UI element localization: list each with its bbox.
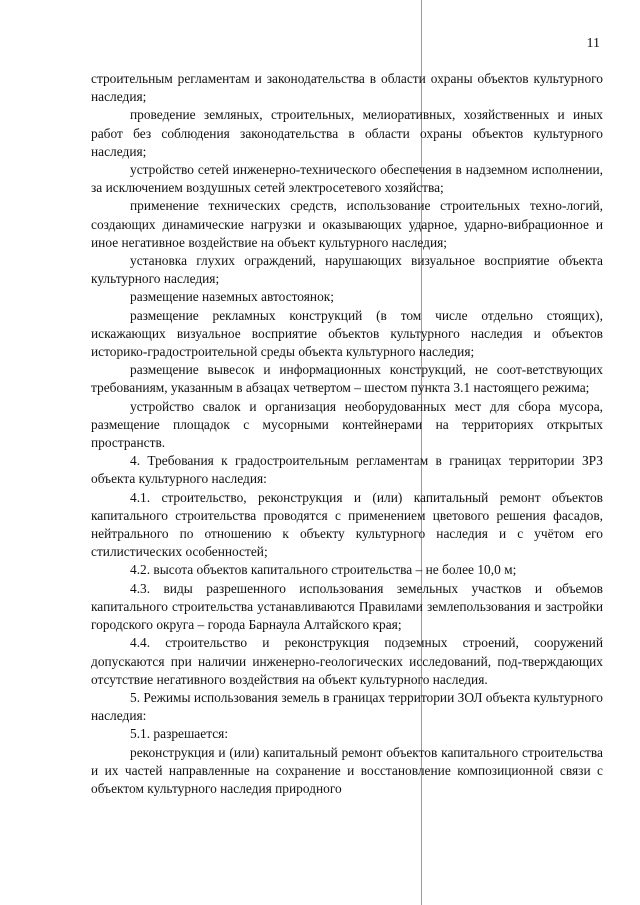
- paragraph: установка глухих ограждений, нарушающих визуальное восприятие объекта культурного наследия;: [91, 253, 603, 287]
- paragraph: реконструкция и (или) капитальный ремонт объектов капитального строительства и их частей направленные на сохранение и восстановление композиционной связи с объектом культурного наследия природного: [91, 744, 603, 796]
- paragraph: 5. Режимы использования земель в границах территории ЗОЛ объекта культурного наследия:: [91, 689, 603, 724]
- paragraph: 5.1. разрешается:: [130, 726, 229, 742]
- paragraph: размещение наземных автостоянок;: [130, 289, 334, 305]
- paragraph: 4. Требования к градостроительным регламентам в границах территории ЗРЗ объекта культурного наследия:: [91, 453, 603, 487]
- paragraph: строительным регламентам и законодательства в области охраны объектов культурного наследия;: [91, 71, 603, 105]
- paragraph: применение технических средств, использование строительных техно-логий, создающих динамические нагрузки и оказывающих ударное, ударно-вибрационное и иное негативное воздействие на объект культурного наследия;: [91, 198, 603, 250]
- paragraph: 4.3. виды разрешенного использования земельных участков и объемов капитального строительства устанавливаются Правилами землепользования и застройки городского округа – города Барнаула Алтайского края;: [91, 580, 603, 633]
- paragraph: размещение вывесок и информационных конструкций, не соот-ветствующих требованиям, указанным в абзацах четвертом – шестом пункта 3.1 настоящего режима;: [91, 362, 603, 396]
- paragraph: устройство сетей инженерно-технического обеспечения в надземном исполнении, за исключением воздушных сетей электросетевого хозяйства;: [91, 162, 603, 196]
- body-text: [91, 70, 603, 798]
- page-number: 11: [586, 36, 600, 51]
- paragraph: устройство свалок и организация необорудованных мест для сбора мусора, размещение площадок с мусорными контейнерами на территориях открытых пространств.: [91, 398, 603, 451]
- paragraph: размещение рекламных конструкций (в том числе отдельно стоящих), искажающих визуальное восприятие объектов культурного наследия и объектов историко-градостроительной среды объекта культурного наследия;: [91, 307, 603, 360]
- paragraph: проведение земляных, строительных, мелиоративных, хозяйственных и иных работ без соблюдения законодательства в области охраны объектов культурного наследия;: [91, 107, 603, 159]
- paragraph: 4.1. строительство, реконструкция и (или) капитальный ремонт объектов капитального строительства проводятся с применением цветового решения фасадов, нейтрального по отношению к объекту культурного наследия и с учётом его стилистических особенностей;: [91, 489, 603, 560]
- paragraph: 4.4. строительство и реконструкция подземных строений, сооружений допускаются при наличии инженерно-геологических исследований, под-тверждающих отсутствие негативного воздействия на объект культурного наследия.: [91, 635, 603, 687]
- paragraph: 4.2. высота объектов капитального строительства – не более 10,0 м;: [130, 562, 517, 578]
